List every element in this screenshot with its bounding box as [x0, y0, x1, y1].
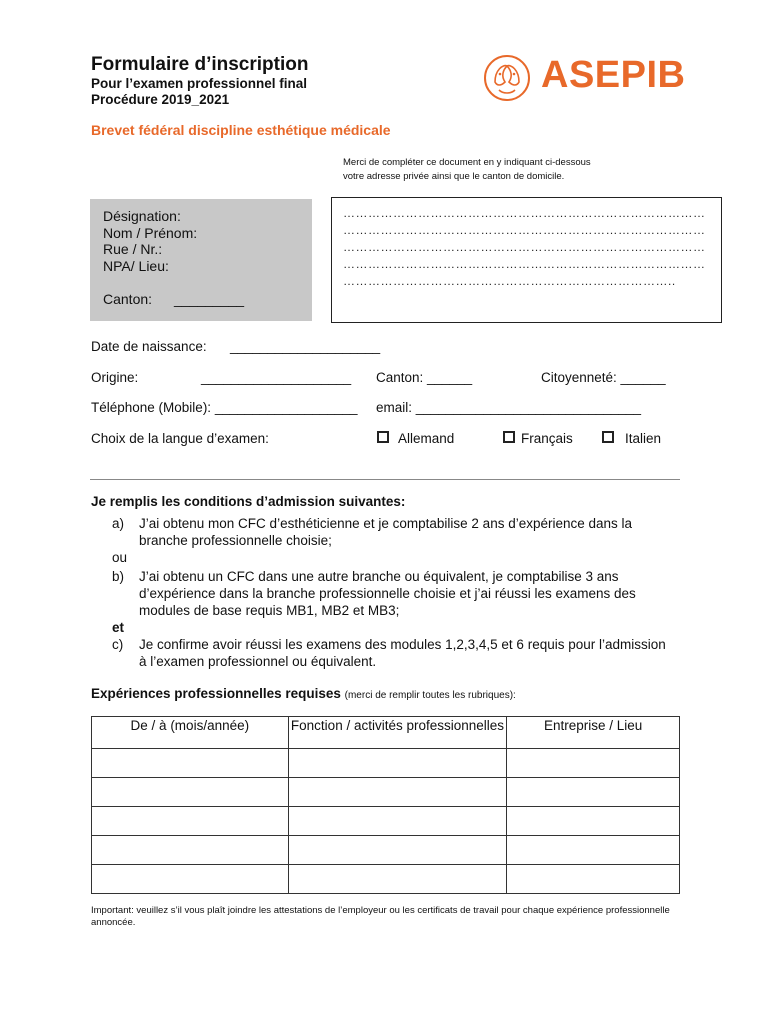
note-line-1: Merci de compléter ce document en y indiquant ci-dessous	[343, 157, 591, 168]
table-cell[interactable]	[288, 807, 507, 836]
experience-hint: (merci de remplir toutes les rubriques):	[344, 690, 516, 701]
table-cell[interactable]	[507, 778, 680, 807]
subtitle-line-1: Pour l’examen professionnel final	[91, 76, 308, 91]
address-line-3[interactable]: ……………………………………………………………………………	[343, 240, 706, 254]
nom-prenom-label: Nom / Prénom:	[103, 225, 198, 241]
col-function-header: Fonction / activités professionnelles	[288, 717, 507, 749]
rue-label: Rue / Nr.:	[103, 241, 163, 257]
condition-a-letter: a)	[112, 516, 125, 531]
table-cell[interactable]	[288, 749, 507, 778]
experience-title	[91, 686, 516, 701]
condition-a-text: J’ai obtenu mon CFC d’esthéticienne et je comptabilise 2 ans d’expérience dans la branche professionnelle choisie;	[139, 516, 633, 548]
table-cell[interactable]	[92, 865, 289, 894]
table-cell[interactable]	[92, 749, 289, 778]
table-row[interactable]	[92, 836, 680, 865]
address-line-2[interactable]: ……………………………………………………………………………	[343, 223, 706, 237]
identity-labels-box	[90, 199, 312, 321]
col-company-header: Entreprise / Lieu	[507, 717, 680, 749]
condition-b	[112, 568, 672, 619]
option-italien[interactable]	[602, 431, 661, 446]
ou-connector: ou	[112, 550, 128, 565]
langue-label: Choix de la langue d’examen:	[91, 431, 269, 446]
condition-c	[112, 636, 672, 670]
address-entry-box[interactable]	[331, 197, 722, 323]
telephone-field[interactable]: Téléphone (Mobile): ___________________	[91, 400, 358, 415]
brevet-title: Brevet fédéral discipline esthétique médicale	[91, 122, 391, 138]
logo-emblem-icon	[481, 52, 533, 104]
francais-label: Français	[521, 431, 573, 446]
asepib-logo	[481, 52, 696, 104]
naissance-field[interactable]: ____________________	[230, 339, 381, 354]
option-francais[interactable]	[503, 431, 573, 446]
table-cell[interactable]	[507, 807, 680, 836]
email-field[interactable]: email: ______________________________	[376, 400, 642, 415]
option-allemand[interactable]	[377, 431, 454, 446]
condition-b-letter: b)	[112, 569, 125, 584]
section-divider	[90, 479, 680, 480]
address-line-1[interactable]: ……………………………………………………………………………	[343, 206, 706, 220]
address-note	[343, 156, 703, 184]
table-cell[interactable]	[92, 778, 289, 807]
origine-label: Origine:	[91, 370, 139, 385]
table-cell[interactable]	[288, 865, 507, 894]
table-cell[interactable]	[507, 749, 680, 778]
allemand-label: Allemand	[398, 431, 455, 446]
subtitle-line-2: Procédure 2019_2021	[91, 92, 230, 107]
naissance-label: Date de naissance:	[91, 339, 207, 354]
designation-label: Désignation:	[103, 208, 181, 224]
origine-field[interactable]: ____________________	[201, 370, 352, 385]
condition-a	[112, 515, 672, 549]
table-row[interactable]	[92, 865, 680, 894]
experience-title-text: Expériences professionnelles requises	[91, 686, 341, 701]
conditions-title: Je remplis les conditions d’admission suivantes:	[91, 494, 406, 509]
npa-lieu-label: NPA/ Lieu:	[103, 258, 169, 274]
form-subtitle	[91, 76, 307, 108]
logo-text: ASEPIB	[541, 54, 686, 96]
et-connector: et	[112, 620, 125, 635]
address-line-5[interactable]: ……………………………………………………………………..	[343, 274, 676, 288]
experience-table	[91, 716, 680, 894]
important-note: Important: veuillez s’il vous plaît joindre les attestations de l’employeur ou les certificats de travail pour chaque expérience professionnelle annoncée.	[91, 905, 670, 928]
citoyennete-field[interactable]: Citoyenneté: ______	[541, 370, 666, 385]
table-cell[interactable]	[288, 778, 507, 807]
table-cell[interactable]	[92, 836, 289, 865]
canton-blank[interactable]: _________	[174, 291, 245, 307]
form-title: Formulaire d’inscription	[91, 54, 309, 75]
condition-c-letter: c)	[112, 637, 124, 652]
table-cell[interactable]	[288, 836, 507, 865]
italien-label: Italien	[625, 431, 662, 446]
table-row[interactable]	[92, 749, 680, 778]
table-header-row	[92, 717, 680, 749]
note-line-2: votre adresse privée ainsi que le canton de domicile.	[343, 171, 565, 182]
table-row[interactable]	[92, 807, 680, 836]
table-row[interactable]	[92, 778, 680, 807]
table-cell[interactable]	[507, 836, 680, 865]
canton-label: Canton:	[103, 291, 153, 307]
condition-b-text: J’ai obtenu un CFC dans une autre branche ou équivalent, je comptabilise 3 ans d’expérience dans la branche professionnelle choisie et j’ai réussi les examens des modules de base requis MB1, MB2 et MB3;	[139, 569, 636, 618]
col-dates-header: De / à (mois/année)	[92, 717, 289, 749]
checkbox-icon[interactable]	[602, 431, 614, 443]
checkbox-icon[interactable]	[503, 431, 515, 443]
checkbox-icon[interactable]	[377, 431, 389, 443]
canton-field[interactable]: Canton: ______	[376, 370, 473, 385]
address-line-4[interactable]: ……………………………………………………………………………	[343, 257, 706, 271]
table-cell[interactable]	[507, 865, 680, 894]
condition-c-text: Je confirme avoir réussi les examens des modules 1,2,3,4,5 et 6 requis pour l’admission à l’examen professionnel ou équivalent.	[139, 637, 666, 669]
table-cell[interactable]	[92, 807, 289, 836]
